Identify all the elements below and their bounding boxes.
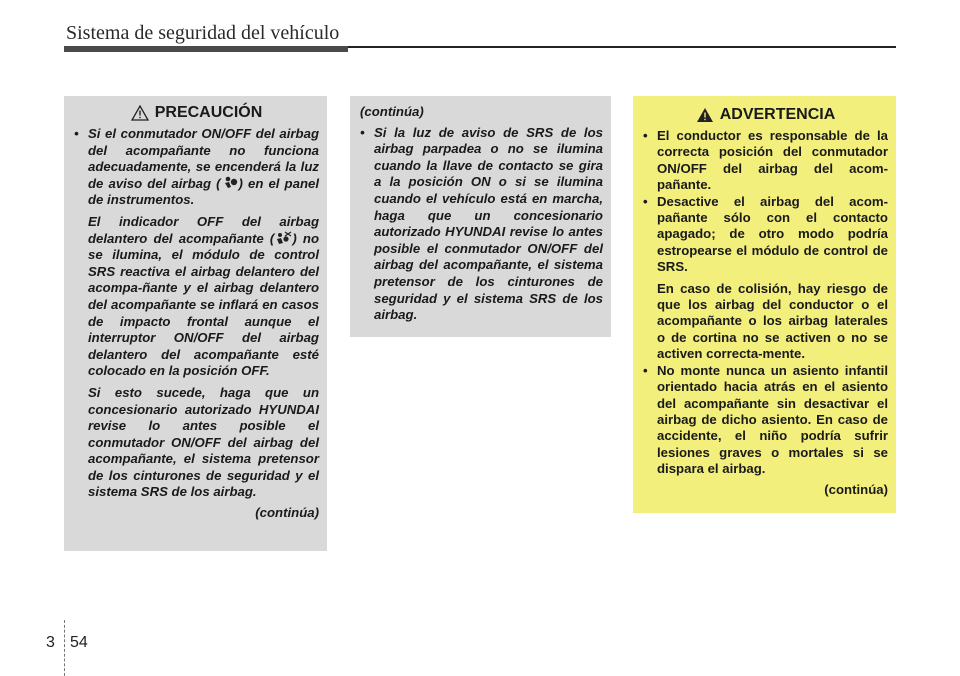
- continua-label: (continúa): [255, 505, 319, 521]
- precaucion-box: [64, 96, 327, 551]
- bullet: •: [643, 362, 648, 378]
- airbag-warning-icon: [221, 176, 239, 190]
- advertencia-title-row: [643, 106, 888, 124]
- precaucion-paragraph-2: El indicador OFF del airbag delantero del acompañante ( ) no se ilumina, el módulo de control SRS reactiva el airbag delantero del acompa-ñante y el airbag delantero del acompañante se inflará en casos de impacto frontal aunque el interruptor ON/OFF del airbag delantero del acompañante esté colocado en la posición OFF.: [88, 213, 319, 379]
- bullet: •: [643, 193, 648, 209]
- precaucion-title: PRECAUCIÓN: [154, 104, 263, 121]
- page-number: 54: [70, 634, 88, 651]
- advertencia-item-3: • No monte nunca un asiento infantil orientado hacia atrás en el asiento del acompañante sin desactivar el airbag de dicho asiento. En caso de accidente, el niño podría sufrir lesiones graves o mortales si se dispara el airbag.: [643, 362, 888, 477]
- advertencia-title: ADVERTENCIA: [719, 106, 836, 123]
- warning-triangle-icon: [131, 105, 149, 121]
- continued-box: [350, 96, 611, 337]
- advertencia-item-1: • El conductor es responsable de la correcta posición del conmutador ON/OFF del airbag del acom-pañante.: [643, 128, 888, 193]
- bullet: •: [360, 124, 365, 140]
- precaucion-title-row: [74, 104, 319, 122]
- bullet: •: [74, 126, 79, 141]
- continua-label: (continúa): [824, 481, 888, 497]
- bullet: •: [643, 128, 648, 143]
- chapter-number: 3: [46, 634, 55, 651]
- page-divider: [64, 620, 65, 676]
- header-rule-accent: [64, 46, 348, 52]
- page-header-title: Sistema de seguridad del vehículo: [66, 22, 340, 44]
- advertencia-paragraph-2: En caso de colisión, hay riesgo de que los airbag del conductor o el acompañante o los airbag laterales o de cortina no se activen o no se activen correcta-mente.: [657, 280, 888, 362]
- advertencia-box: [633, 96, 896, 513]
- continued-item-1: • Si la luz de aviso de SRS de los airbag parpadea o no se ilumina cuando la llave de contacto se gira a la posición ON o si se ilumina cuando el vehículo está en marcha, haga que un concesionario autorizado HYUNDAI revise lo antes posible el conmutador ON/OFF del airbag del acompañante, el sistema pretensor de los cinturones de seguridad y el sistema SRS de los airbag.: [360, 124, 603, 323]
- warning-triangle-icon: [696, 107, 714, 123]
- passenger-airbag-off-icon: [274, 231, 292, 245]
- advertencia-item-2: • Desactive el airbag del acom-pañante sólo con el contacto apagado; de otro modo podría estropearse el módulo de control de SRS.: [643, 193, 888, 275]
- continua-header: (continúa): [360, 104, 424, 119]
- precaucion-item-1: • Si el conmutador ON/OFF del airbag del acompañante no funciona adecuadamente, se encenderá la luz de aviso del airbag ( ) en el panel de instrumentos.: [74, 126, 319, 208]
- precaucion-paragraph-3: Si esto sucede, haga que un concesionario autorizado HYUNDAI revise lo antes posible el conmutador ON/OFF del airbag del acompañante, el sistema pretensor de los cinturones de seguridad y el sistema SRS de los airbag.: [88, 384, 319, 500]
